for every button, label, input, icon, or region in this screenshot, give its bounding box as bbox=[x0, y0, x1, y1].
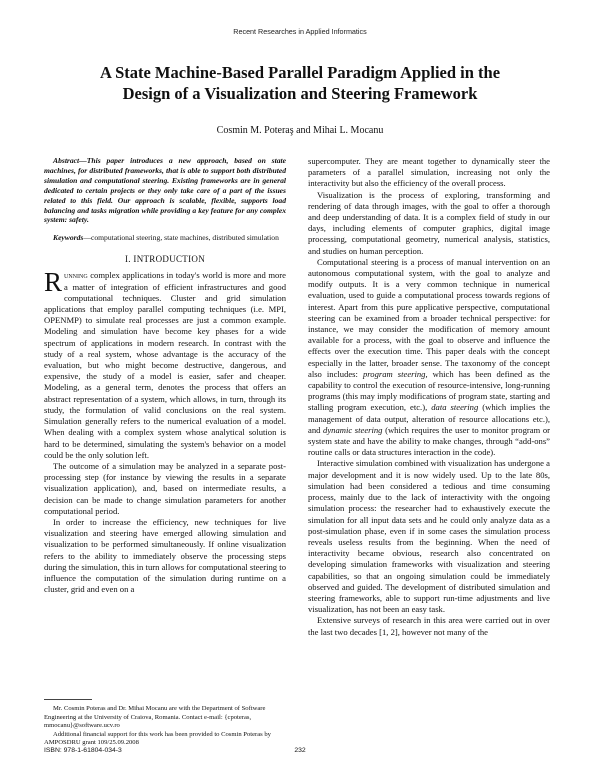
right-paragraph-5: Extensive surveys of research in this area were carried out in over the last two decades [1, 2], however not many of the bbox=[308, 615, 550, 637]
right-column bbox=[308, 156, 550, 638]
abstract-label: Abstract bbox=[53, 156, 80, 165]
intro-paragraph-3: In order to increase the efficiency, new techniques for live visualization and steering have emerged allowing simulation and visualization to be performed simultaneously. If online visualization refers to the ability to immediately observe the processing steps during the simulation, this in turn allows for computational steering to influence the computation of the simulation during runtime on a cluster, grid and even on a bbox=[44, 516, 286, 595]
intro-smallcaps: unning bbox=[64, 270, 88, 281]
abstract bbox=[44, 156, 286, 225]
section-title-introduction: I. INTRODUCTION bbox=[125, 254, 205, 265]
running-head: Recent Researches in Applied Informatics bbox=[233, 27, 367, 36]
keywords-text: —computational steering, state machines, distributed simulation bbox=[83, 233, 279, 243]
right-p3-part-a: Computational steering is a process of manual intervention on an autonomous computational system, with the goal to analyze and modify outputs. It is a very common technique in numerical evaluation, used to guide a computational process towards regions of interest. Apart from this pure applicative perspective, computational steering can be examined from a broader technical perspective: for instance, we may consider the modification of memory amount available for a process, with the goal to observe and influence the effects over the execution time. This paper deals with the concept especially in the latter, broader sense. The taxonomy of the concept also includes: bbox=[308, 256, 550, 379]
paper-title bbox=[60, 62, 540, 104]
intro-p1-text: complex applications in today's world is more and more a matter of integration of efficient infrastructures and good computational techniques. Cluster and grid simulation applications that employ parallel computing techniques (i.e. MPI, OPENMP) to simulate real processes are just a common example. Modeling and simulation have become key phases for a wide spectrum of applications in modern research. In contrast with the study of a real system, whose advantage is the accuracy of the evaluation, but who might become destructive, dangerous, and expensive, the study of a model is easier, safer and cheaper. Modeling, as a general term, denotes the process that offers an abstract representation of a system, which allows, in turn, through its study, the formulation of valid conclusions on the real system. Simulation generally refers to the numerical evaluation of a model. When dealing with a complex system whose analytical solution is hard to be determined, simulating the system's behavior on a model could be the only solution left. bbox=[44, 270, 286, 460]
footnote-affiliation: Mr. Cosmin Poteras and Dr. Mihai Mocanu are with the Department of Software Engineering at the University of Craiova, Romania. Contact e-mail: {cpoteras, mmocanu}@software.ucv.ro bbox=[44, 705, 266, 730]
right-p3-part-b: , which has been defined as the capability to control the execution of resource-intensive, long-running programs (this may imply modifications of program state, starting and stalling program execution, etc.), bbox=[308, 368, 550, 413]
keywords bbox=[44, 233, 286, 243]
isbn: ISBN: 978-1-61804-034-3 bbox=[44, 747, 122, 754]
footnote-rule bbox=[44, 699, 92, 700]
right-paragraph-3 bbox=[308, 257, 550, 459]
title-line-2: Design of a Visualization and Steering Framework bbox=[122, 84, 478, 103]
authors: Cosmin M. Poteraş and Mihai L. Mocanu bbox=[216, 125, 384, 136]
term-dynamic-steering: dynamic steering bbox=[323, 424, 383, 435]
title-line-1: A State Machine-Based Parallel Paradigm Applied in the bbox=[99, 63, 501, 82]
page-number: 232 bbox=[294, 747, 306, 754]
term-data-steering: data steering bbox=[431, 402, 479, 413]
left-column bbox=[44, 156, 286, 595]
drop-cap: R bbox=[44, 267, 63, 298]
intro-paragraph-2: The outcome of a simulation may be analyzed in a separate post-processing step (for instance by viewing the results in a separate visualization application), and, based on intermediate results, a decision can be made to change simulation parameters for another computational period. bbox=[44, 460, 286, 516]
footnote bbox=[44, 705, 286, 748]
right-p3-part-d: (which requires the user to monitor program or system state and have the ability to make changes, through “add-ons” routine calls or data structures interaction in the code). bbox=[308, 424, 551, 458]
right-paragraph-4: Interactive simulation combined with visualization has undergone a major development and it is now widely used. Up to the late 80s, simulation had been considered a tedious and time consuming process, mainly due to the lack of interactivity with the ongoing simulation process: the researcher had to exhaustively execute the simulation for all input data sets and he could only analyze data as a post-simulation phase, even if in some cases the simulation process reveals useless results from the beginning. When the need of interactivity became obvious, research also concentrated on developing simulation frameworks with visualization and steering capabilities, so that an ongoing simulation could be immediately observed and guided. The development of distributed simulation and steering frameworks, able to support run-time adjustments and live visualization, has not been an easy task. bbox=[308, 458, 550, 615]
right-paragraph-2: Visualization is the process of exploring, transforming and rendering of data through images, with the goal to offer a thorough and deep understanding of data. It is a complex field of study in our days, including elements of computer graphics, digital image processing, computational geometry, numerical analysis, statistics, and studies on human perception. bbox=[308, 189, 550, 256]
footnote-funding: Additional financial support for this work has been provided to Cosmin Poteras by AMPOSDRU grant 109/25.09.2008 bbox=[44, 730, 271, 747]
intro-paragraph-1 bbox=[44, 267, 286, 460]
abstract-text: —This paper introduces a new approach, based on state machines, for distributed frameworks, that is able to support both distributed simulation and computational steering. Existing frameworks are in general dedicated to certain projects or they only take care of a part of the issues related to this field. Our approach is scalable, flexible, supports load balancing and tasks migration while providing a key feature for any complex system: safety. bbox=[44, 156, 286, 225]
right-paragraph-1: supercomputer. They are meant together to dynamically steer the parameters of a parallel simulation, increasing not only the interactivity but also the efficiency of the overall process. bbox=[308, 156, 550, 189]
keywords-label: Keywords bbox=[53, 233, 84, 243]
term-program-steering: program steering bbox=[362, 368, 426, 379]
right-p3-part-c: (which implies the management of data output, alteration of resource allocations etc.), and bbox=[308, 402, 550, 435]
